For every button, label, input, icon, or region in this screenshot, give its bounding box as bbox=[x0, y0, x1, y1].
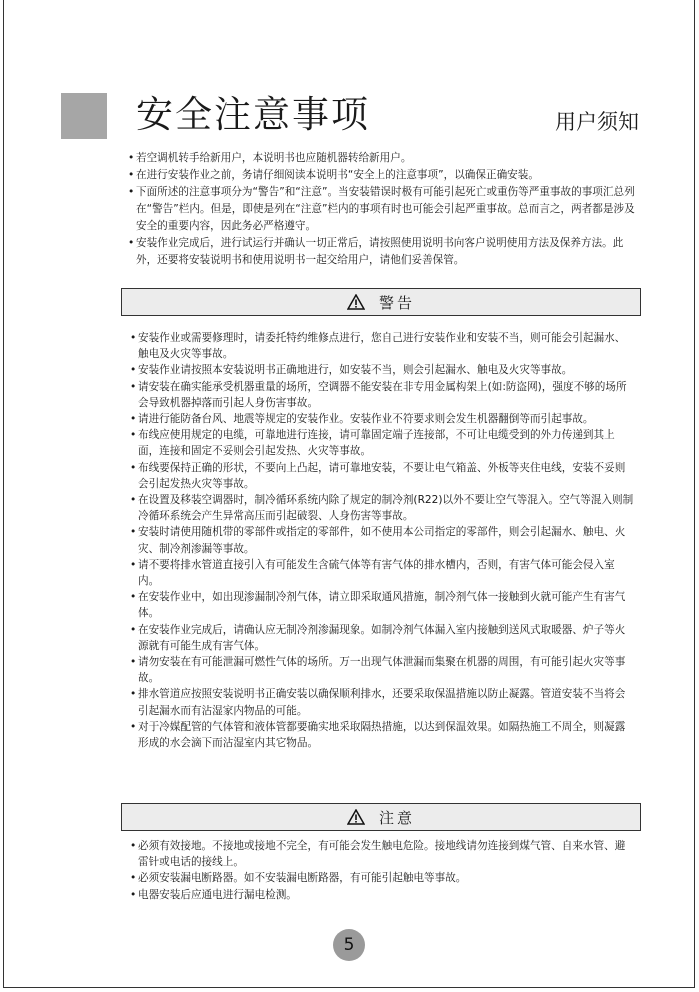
warning-item: • 在设置及移装空调器时，制冷循环系统内除了规定的制冷剂(R22)以外不要让空气等混入。空气等混入则制冷循环系统会产生异常高压而引起破裂、人身伤害等事故。 bbox=[130, 492, 635, 524]
warning-item: • 请安装在确实能承受机器重量的场所，空调器不能安装在非专用金属构架上(如:防盗网)，强度不够的场所会导致机器掉落而引起人身伤害事故。 bbox=[130, 379, 635, 411]
warning-item: • 排水管道应按照安装说明书正确安装以确保顺利排水，还要采取保温措施以防止凝露。管道安装不当将会引起漏水而有沾湿家内物品的可能。 bbox=[130, 686, 635, 718]
caution-heading: 注意 bbox=[378, 808, 415, 827]
warning-item: • 请勿安装在有可能泄漏可燃性气体的场所。万一出现气体泄漏而集聚在机器的周围，有可能引起火灾等事故。 bbox=[130, 654, 635, 686]
warning-item: • 在安装作业完成后，请确认应无制冷剂渗漏现象。如制冷剂气体漏入室内接触到送风式取暖器、炉子等火源就有可能生成有害气体。 bbox=[130, 622, 635, 654]
page-title: 安全注意事项 bbox=[136, 93, 370, 136]
warning-item: • 请进行能防备台风、地震等规定的安装作业。安装作业不符要求则会发生机器翻倒等而引起事故。 bbox=[130, 411, 635, 427]
intro-item: • 在进行安装作业之前，务请仔细阅读本说明书“安全上的注意事项”，以确保正确安装。 bbox=[128, 167, 638, 184]
caution-list bbox=[130, 838, 635, 903]
intro-item: • 安装作业完成后，进行试运行并确认一切正常后，请按照使用说明书向客户说明使用方法及保养方法。此外，还要将安装说明书和使用说明书一起交给用户，请他们妥善保管。 bbox=[128, 235, 638, 269]
warning-item: • 安装时请使用随机带的零部件或指定的零部件，如不使用本公司指定的零部件，则会引起漏水、触电、火灾、制冷剂渗漏等事故。 bbox=[130, 524, 635, 556]
section-marker-block bbox=[61, 93, 107, 139]
page-number: 5 bbox=[333, 929, 365, 961]
warning-triangle-icon bbox=[347, 294, 365, 310]
warning-item: • 对于冷媒配管的气体管和液体管都要确实地采取隔热措施，以达到保温效果。如隔热施工不周全，则凝露形成的水会滴下而沾湿室内其它物品。 bbox=[130, 719, 635, 751]
page-subtitle: 用户须知 bbox=[555, 110, 639, 134]
warning-item: • 布线要保持正确的形状，不要向上凸起，请可靠地安装，不要让电气箱盖、外板等夹住电线，安装不妥则会引起发热火灾等事故。 bbox=[130, 460, 635, 492]
warning-item: • 请不要将排水管道直接引入有可能发生含硫气体等有害气体的排水槽内，否则，有害气体可能会侵入室内。 bbox=[130, 557, 635, 589]
warning-header bbox=[121, 288, 641, 316]
intro-item: • 若空调机转手给新用户，本说明书也应随机器转给新用户。 bbox=[128, 150, 638, 167]
intro-list bbox=[128, 150, 638, 269]
warning-heading: 警告 bbox=[378, 293, 415, 312]
caution-triangle-icon bbox=[347, 809, 365, 825]
caution-item: • 电器安装后应通电进行漏电检测。 bbox=[130, 887, 635, 903]
warning-list bbox=[130, 330, 635, 751]
warning-item: • 在安装作业中，如出现渗漏制冷剂气体，请立即采取通风措施，制冷剂气体一接触到火就可能产生有害气体。 bbox=[130, 589, 635, 621]
caution-item: • 必须安装漏电断路器。如不安装漏电断路器，有可能引起触电等事故。 bbox=[130, 870, 635, 886]
warning-item: • 安装作业请按照本安装说明书正确地进行，如安装不当，则会引起漏水、触电及火灾等事故。 bbox=[130, 362, 635, 378]
warning-item: • 布线应使用规定的电缆，可靠地进行连接，请可靠固定端子连接部，不可让电缆受到的外力传递到其上面，连接和固定不妥则会引起发热、火灾等事故。 bbox=[130, 427, 635, 459]
caution-header bbox=[121, 803, 641, 831]
intro-item: • 下面所述的注意事项分为“警告”和“注意”。当安装错误时极有可能引起死亡或重伤等严重事故的事项汇总列在“警告”栏内。但是，即使是列在“注意”栏内的事项有时也可能会引起严重事故。总而言之，两者都是涉及安全的重要内容，因此务必严格遵守。 bbox=[128, 184, 638, 235]
caution-item: • 必须有效接地。不接地或接地不完全，有可能会发生触电危险。接地线请勿连接到煤气管、自来水管、避雷针或电话的接线上。 bbox=[130, 838, 635, 870]
warning-item: • 安装作业或需要修理时，请委托特约维修点进行，您自己进行安装作业和安装不当，则可能会引起漏水、触电及火灾等事故。 bbox=[130, 330, 635, 362]
